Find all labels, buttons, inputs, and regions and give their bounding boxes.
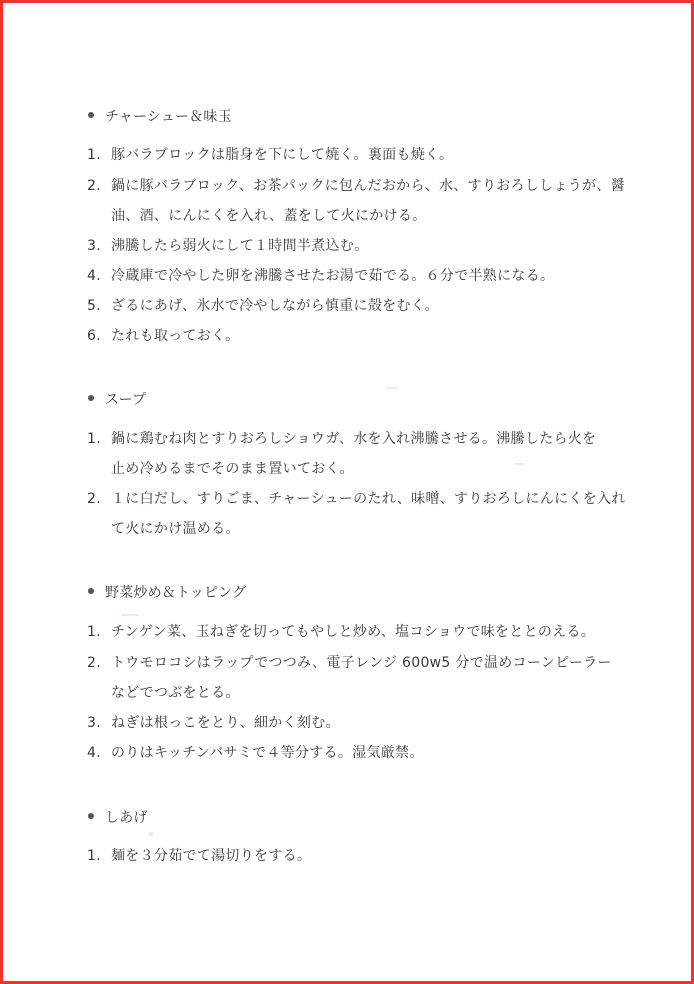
step-text: ねぎは根っこをとり、細かく刻む。 (111, 715, 340, 731)
step-text: 豚バラブロックは脂身を下にして焼く。裏面も焼く。 (111, 147, 454, 163)
step-number: 2. (87, 178, 101, 194)
step-text: 鍋に鶏むね肉とすりおろしショウガ、水を入れ沸騰させる。沸騰したら火を (111, 431, 597, 447)
step-item (87, 708, 607, 738)
step-text: たれも取っておく。 (111, 328, 240, 344)
step-item (87, 231, 607, 261)
step-text-continued: 油、酒、にんにくを入れ、蓋をして火にかける。 (111, 208, 427, 224)
step-item (87, 648, 612, 708)
section-title: しあげ (105, 810, 148, 826)
step-item (87, 484, 626, 544)
step-text-continued: などでつぶをとる。 (111, 685, 240, 701)
step-number: 4. (87, 745, 101, 761)
step-number: 2. (87, 655, 101, 671)
step-item (87, 291, 607, 321)
step-item (87, 617, 607, 647)
section-heading-finishing (88, 808, 148, 828)
step-text: トウモロコシはラップでつつみ、電子レンジ 600w5 分で温めコーンピーラー (111, 655, 612, 671)
step-item (87, 140, 607, 170)
step-item (87, 321, 607, 351)
step-number: 1. (87, 848, 101, 864)
step-number: 5. (87, 298, 101, 314)
section-heading-soup (88, 390, 146, 410)
step-text-continued: 止め冷めるまでそのまま置いておく。 (111, 461, 354, 477)
step-item (87, 841, 607, 871)
scan-speck (121, 614, 139, 616)
step-text: チンゲン菜、玉ねぎを切ってもやしと炒め、塩コショウで味をととのえる。 (111, 624, 596, 640)
step-number: 1. (87, 624, 101, 640)
scan-speck (515, 463, 523, 465)
step-text: 沸騰したら弱火にして１時間半煮込む。 (111, 238, 369, 254)
bullet-icon (88, 395, 94, 401)
step-item (87, 738, 607, 768)
bullet-icon (88, 588, 94, 594)
bullet-icon (88, 112, 94, 118)
step-number: 4. (87, 268, 101, 284)
step-text: 麺を３分茹でて湯切りをする。 (111, 848, 312, 864)
step-item (87, 424, 607, 484)
step-text-continued: て火にかけ温める。 (111, 521, 240, 537)
section-title: チャーシュー＆味玉 (105, 109, 232, 125)
step-text: ざるにあげ、氷水で冷やしながら慎重に殻をむく。 (111, 298, 440, 314)
step-text: 鍋に豚バラブロック、お茶パックに包んだおから、水、すりおろししょうが、醤 (111, 178, 625, 194)
step-item (87, 261, 607, 291)
section-title: スープ (105, 392, 147, 408)
step-number: 1. (87, 147, 101, 163)
bullet-icon (88, 813, 94, 819)
step-number: 3. (87, 238, 101, 254)
section-heading-vegetables (88, 583, 246, 603)
scan-speck (149, 832, 153, 836)
section-title: 野菜炒め＆トッピング (105, 585, 247, 601)
section-heading-chashu (88, 107, 232, 127)
step-text: １に白だし、すりごま、チャーシューのたれ、味噌、すりおろしにんにくを入れ (111, 491, 626, 507)
step-text: 冷蔵庫で冷やした卵を沸騰させたお湯で茹でる。６分で半熟になる。 (111, 268, 555, 284)
step-item (87, 171, 625, 231)
step-number: 3. (87, 715, 101, 731)
step-text: のりはキッチンバサミで４等分する。湿気厳禁。 (111, 745, 424, 761)
step-number: 2. (87, 491, 101, 507)
scan-speck (385, 387, 399, 389)
step-number: 1. (87, 431, 101, 447)
step-number: 6. (87, 328, 101, 344)
